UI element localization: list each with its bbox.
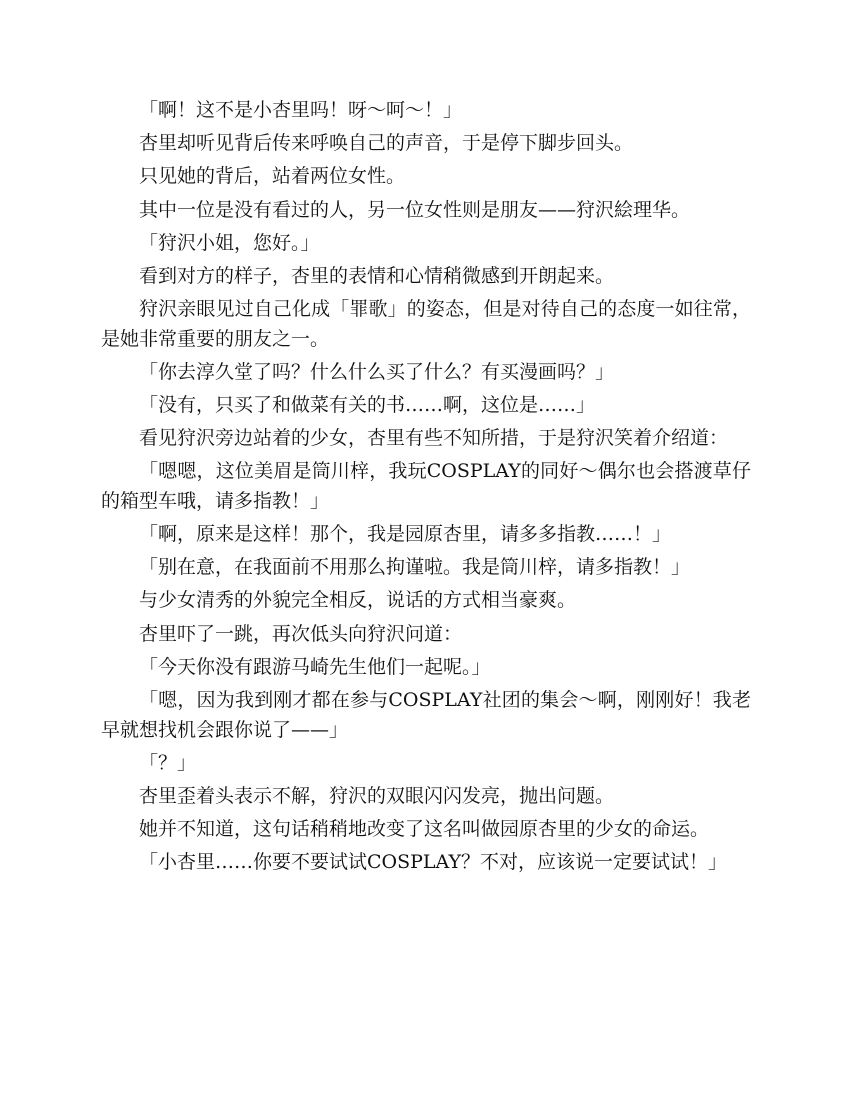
- paragraph: 杏里却听见背后传来呼唤自己的声音，于是停下脚步回头。: [139, 132, 634, 155]
- paragraph: 「别在意，在我面前不用那么拘谨啦。我是筒川梓，请多指教！」: [139, 556, 691, 579]
- paragraph: 杏里吓了一跳，再次低头向狩沢问道：: [139, 622, 463, 645]
- paragraph: 「嗯嗯，这位美眉是筒川梓，我玩COSPLAY的同好～偶尔也会搭渡草仔的箱型车哦，请多指教！」: [101, 460, 751, 512]
- paragraph: 其中一位是没有看过的人，另一位女性则是朋友——狩沢絵理华。: [139, 198, 691, 221]
- paragraph: 「你去淳久堂了吗？什么什么买了什么？有买漫画吗？」: [139, 360, 615, 383]
- paragraph: 「小杏里……你要不要试试COSPLAY？不对，应该说一定要试试！」: [139, 851, 728, 874]
- paragraph: 「啊，原来是这样！那个，我是园原杏里，请多多指教……！」: [139, 523, 672, 546]
- paragraph: 看见狩沢旁边站着的少女，杏里有些不知所措，于是狩沢笑着介绍道：: [139, 427, 729, 450]
- paragraph: 「没有，只买了和做菜有关的书……啊，这位是……」: [139, 394, 596, 416]
- paragraph: 只见她的背后，站着两位女性。: [139, 165, 406, 188]
- paragraph: 「啊！这不是小杏里吗！呀～呵～！」: [139, 99, 463, 121]
- paragraph: 她并不知道，这句话稍稍地改变了这名叫做园原杏里的少女的命运。: [139, 818, 710, 841]
- paragraph: 杏里歪着头表示不解，狩沢的双眼闪闪发亮，抛出问题。: [139, 784, 615, 807]
- paragraph: 「嗯，因为我到刚才都在参与COSPLAY社团的集会～啊，刚刚好！我老早就想找机会跟你说了——」: [101, 689, 751, 741]
- paragraph: 与少女清秀的外貌完全相反，说话的方式相当豪爽。: [139, 589, 577, 612]
- paragraph: 「今天你没有跟游马崎先生他们一起呢。」: [139, 655, 491, 678]
- paragraph: 看到对方的样子，杏里的表情和心情稍微感到开朗起来。: [139, 264, 615, 287]
- paragraph: 「狩沢小姐，您好。」: [139, 231, 320, 254]
- document-page: [101, 96, 751, 881]
- paragraph: 「？」: [139, 751, 197, 774]
- paragraph: 狩沢亲眼见过自己化成「罪歌」的姿态，但是对待自己的态度一如往常，是她非常重要的朋友之一。: [101, 298, 751, 350]
